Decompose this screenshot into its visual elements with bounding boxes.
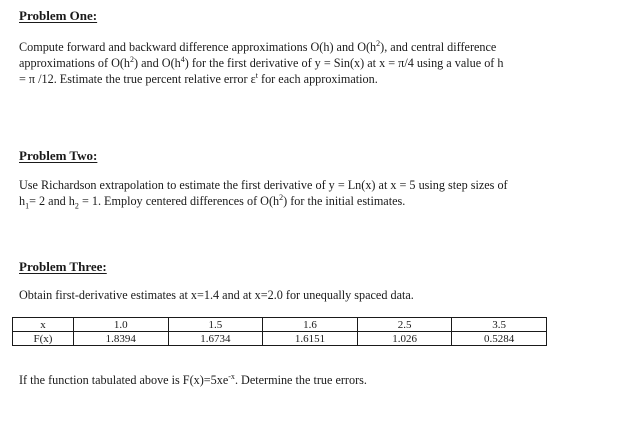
- table-header-fx: F(x): [13, 332, 74, 346]
- data-table: [12, 317, 547, 346]
- table-cell: 1.0: [74, 318, 169, 332]
- problem-two-line-1: Use Richardson extrapolation to estimate the first derivative of y = Ln(x) at x = 5 using step sizes of: [19, 178, 508, 192]
- table-row-fx: [13, 332, 547, 346]
- table-cell: 1.026: [357, 332, 452, 346]
- problem-two-text: [19, 177, 603, 209]
- table-cell: 1.6: [263, 318, 358, 332]
- table-cell: 1.8394: [74, 332, 169, 346]
- problem-one-line-3: = π /12. Estimate the true percent relative error $\varepsilon^t$ for each approximation.: [19, 70, 378, 86]
- problem-one-line-1: Compute forward and backward difference approximations O(h) and $O(h^2)$, and central difference: [19, 38, 497, 54]
- problem-two-line-2: $h_1= 2$ and $h_2 = 1$. Employ centered differences of $O(h^2)$ for the initial estimates.: [19, 192, 406, 211]
- table-cell: 3.5: [452, 318, 547, 332]
- problem-one-heading: Problem One:: [19, 8, 98, 23]
- table-cell: 1.6734: [168, 332, 263, 346]
- problem-two-heading: Problem Two:: [19, 148, 98, 163]
- table-cell: 1.5: [168, 318, 263, 332]
- problem-three-intro: Obtain first-derivative estimates at x=1.4 and at x=2.0 for unequally spaced data.: [19, 288, 414, 302]
- problem-one-text: [19, 39, 603, 87]
- table-row-x: [13, 318, 547, 332]
- table-header-x: x: [13, 318, 74, 332]
- problem-three-footer: If the function tabulated above is $F(x)=5xe^{-x}$. Determine the true errors.: [19, 371, 367, 387]
- problem-three-heading: Problem Three:: [19, 259, 107, 274]
- table-cell: 2.5: [357, 318, 452, 332]
- problem-one-line-2: approximations of $O(h^2)$ and $O(h^4)$ for the first derivative of y = Sin(x) at x = π/4 using a value of h: [19, 54, 504, 70]
- table-cell: 1.6151: [263, 332, 358, 346]
- table-cell: 0.5284: [452, 332, 547, 346]
